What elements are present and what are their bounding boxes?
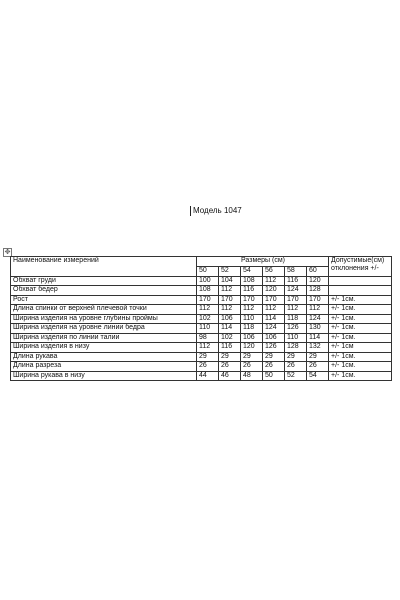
measurement-value-cell: 26 bbox=[263, 362, 285, 372]
measurement-value-cell: 106 bbox=[263, 333, 285, 343]
table-row bbox=[11, 371, 392, 381]
measurement-name-cell: Длина разреза bbox=[11, 362, 197, 372]
measurement-value-cell: 114 bbox=[263, 314, 285, 324]
measurement-value-cell: 44 bbox=[197, 371, 219, 381]
tolerance-cell: +/- 1см. bbox=[329, 324, 392, 334]
measurement-value-cell: 118 bbox=[241, 324, 263, 334]
measurement-name-cell: Ширина изделия на уровне глубины проймы bbox=[11, 314, 197, 324]
table-row bbox=[11, 352, 392, 362]
measurement-value-cell: 106 bbox=[219, 314, 241, 324]
measurement-value-cell: 26 bbox=[219, 362, 241, 372]
measurement-value-cell: 104 bbox=[219, 276, 241, 286]
measurement-value-cell: 112 bbox=[197, 305, 219, 315]
table-row bbox=[11, 295, 392, 305]
tolerance-cell: +/- 1см. bbox=[329, 333, 392, 343]
table-row bbox=[11, 305, 392, 315]
tolerance-cell: +/- 1см bbox=[329, 343, 392, 353]
header-name-cell: Наименование измерений bbox=[11, 257, 197, 277]
size-header-cell: 50 bbox=[197, 267, 219, 277]
measurement-value-cell: 128 bbox=[285, 343, 307, 353]
measurement-name-cell: Ширина изделия на уровне линии бедра bbox=[11, 324, 197, 334]
measurement-value-cell: 120 bbox=[241, 343, 263, 353]
measurement-value-cell: 112 bbox=[197, 343, 219, 353]
measurement-value-cell: 126 bbox=[263, 343, 285, 353]
measurement-value-cell: 170 bbox=[241, 295, 263, 305]
size-header-cell: 60 bbox=[307, 267, 329, 277]
measurement-value-cell: 100 bbox=[197, 276, 219, 286]
tolerance-cell bbox=[329, 276, 392, 286]
table-move-handle-icon[interactable]: ✥ bbox=[4, 249, 11, 256]
table-row bbox=[11, 333, 392, 343]
measurement-value-cell: 102 bbox=[219, 333, 241, 343]
measurement-value-cell: 170 bbox=[219, 295, 241, 305]
tolerance-cell: +/- 1см. bbox=[329, 352, 392, 362]
measurement-value-cell: 120 bbox=[307, 276, 329, 286]
measurement-value-cell: 106 bbox=[241, 333, 263, 343]
measurement-value-cell: 112 bbox=[263, 305, 285, 315]
measurement-name-cell: Длина спинки от верхней плечевой точки bbox=[11, 305, 197, 315]
tolerance-cell: +/- 1см. bbox=[329, 305, 392, 315]
measurement-value-cell: 116 bbox=[219, 343, 241, 353]
table-row bbox=[11, 314, 392, 324]
measurement-name-cell: Рост bbox=[11, 295, 197, 305]
measurement-value-cell: 112 bbox=[241, 305, 263, 315]
measurement-value-cell: 170 bbox=[285, 295, 307, 305]
measurement-value-cell: 26 bbox=[197, 362, 219, 372]
table-row bbox=[11, 343, 392, 353]
measurement-value-cell: 102 bbox=[197, 314, 219, 324]
measurement-name-cell: Ширина изделия по линии талии bbox=[11, 333, 197, 343]
measurement-value-cell: 112 bbox=[219, 305, 241, 315]
measurement-value-cell: 29 bbox=[197, 352, 219, 362]
measurement-value-cell: 130 bbox=[307, 324, 329, 334]
measurement-value-cell: 120 bbox=[263, 286, 285, 296]
measurement-value-cell: 112 bbox=[263, 276, 285, 286]
measurement-value-cell: 128 bbox=[307, 286, 329, 296]
tolerance-cell: +/- 1см. bbox=[329, 371, 392, 381]
tolerance-cell: +/- 1см. bbox=[329, 314, 392, 324]
measurement-value-cell: 48 bbox=[241, 371, 263, 381]
measurement-value-cell: 110 bbox=[241, 314, 263, 324]
measurement-value-cell: 124 bbox=[307, 314, 329, 324]
measurement-value-cell: 170 bbox=[307, 295, 329, 305]
measurement-value-cell: 52 bbox=[285, 371, 307, 381]
tolerance-cell: +/- 1см. bbox=[329, 295, 392, 305]
measurement-value-cell: 110 bbox=[285, 333, 307, 343]
measurement-value-cell: 29 bbox=[219, 352, 241, 362]
measurement-value-cell: 112 bbox=[219, 286, 241, 296]
measurement-value-cell: 170 bbox=[197, 295, 219, 305]
measurement-value-cell: 46 bbox=[219, 371, 241, 381]
measurement-name-cell: Обхват груди bbox=[11, 276, 197, 286]
measurement-value-cell: 98 bbox=[197, 333, 219, 343]
size-header-cell: 58 bbox=[285, 267, 307, 277]
header-row bbox=[11, 257, 392, 267]
tolerance-cell: +/- 1см. bbox=[329, 362, 392, 372]
measurement-value-cell: 116 bbox=[285, 276, 307, 286]
measurement-value-cell: 112 bbox=[285, 305, 307, 315]
measurements-table bbox=[10, 256, 392, 381]
measurement-name-cell: Обхват бедер bbox=[11, 286, 197, 296]
measurement-value-cell: 50 bbox=[263, 371, 285, 381]
table-row bbox=[11, 362, 392, 372]
table-row bbox=[11, 286, 392, 296]
header-tolerance-cell bbox=[329, 257, 392, 277]
measurement-value-cell: 29 bbox=[307, 352, 329, 362]
size-header-cell: 54 bbox=[241, 267, 263, 277]
measurement-name-cell: Ширина рукава в низу bbox=[11, 371, 197, 381]
measurement-value-cell: 26 bbox=[241, 362, 263, 372]
document-title: Модель 1047 bbox=[190, 206, 242, 216]
measurement-value-cell: 170 bbox=[263, 295, 285, 305]
header-sizes-cell: Размеры (см) bbox=[197, 257, 329, 267]
measurement-value-cell: 110 bbox=[197, 324, 219, 334]
header-tolerance-line2: отклонения +/- bbox=[331, 265, 379, 272]
measurement-value-cell: 132 bbox=[307, 343, 329, 353]
measurement-value-cell: 29 bbox=[263, 352, 285, 362]
measurement-value-cell: 29 bbox=[285, 352, 307, 362]
measurement-value-cell: 124 bbox=[263, 324, 285, 334]
measurement-value-cell: 118 bbox=[285, 314, 307, 324]
size-header-cell: 56 bbox=[263, 267, 285, 277]
measurement-value-cell: 114 bbox=[307, 333, 329, 343]
measurement-value-cell: 126 bbox=[285, 324, 307, 334]
measurement-value-cell: 124 bbox=[285, 286, 307, 296]
measurement-value-cell: 108 bbox=[197, 286, 219, 296]
measurement-value-cell: 112 bbox=[307, 305, 329, 315]
measurement-value-cell: 108 bbox=[241, 276, 263, 286]
tolerance-cell bbox=[329, 286, 392, 296]
measurement-name-cell: Длина рукава bbox=[11, 352, 197, 362]
measurement-value-cell: 29 bbox=[241, 352, 263, 362]
table-row bbox=[11, 324, 392, 334]
size-header-cell: 52 bbox=[219, 267, 241, 277]
measurement-value-cell: 116 bbox=[241, 286, 263, 296]
table-row bbox=[11, 276, 392, 286]
measurement-value-cell: 26 bbox=[307, 362, 329, 372]
measurement-value-cell: 54 bbox=[307, 371, 329, 381]
measurement-value-cell: 114 bbox=[219, 324, 241, 334]
header-tolerance-line1: Допустимые(см) bbox=[331, 257, 385, 264]
measurement-name-cell: Ширина изделия в низу bbox=[11, 343, 197, 353]
measurement-value-cell: 26 bbox=[285, 362, 307, 372]
